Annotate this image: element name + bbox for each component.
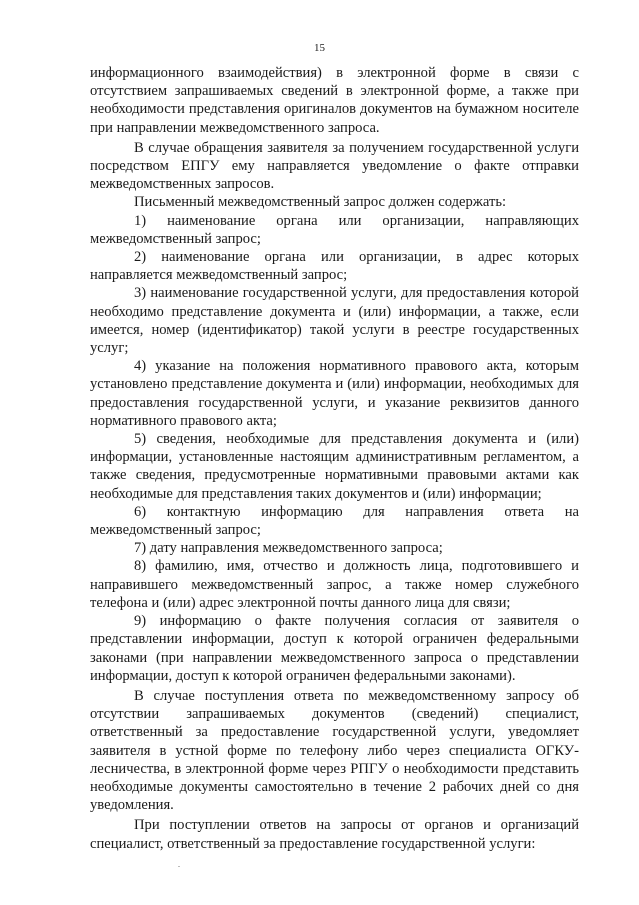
paragraph-responses-received: При поступлении ответов на запросы от органов и организаций специалист, ответственный за предоставление государственной услуги: xyxy=(90,817,579,852)
list-item-8: 8) фамилию, имя, отчество и должность лица, подготовившего и направившего межведомственный запрос, а также номер служебного телефона и (или) адрес электронной почты данного лица для связи; xyxy=(90,558,579,611)
paragraph-epgu-notification: В случае обращения заявителя за получением государственной услуги посредством ЕПГУ ему направляется уведомление о факте отправки межведомственных запросов. xyxy=(90,139,579,193)
list-item-5: 5) сведения, необходимые для представления документа и (или) информации, установленные настоящим административным регламентом, а также сведения, предусмотренные нормативными правовыми актами как необходимые для представления таких документов и (или) информации; xyxy=(90,431,579,502)
paragraph-continuation: информационного взаимодействия) в электронной форме в связи с отсутствием запрашиваемых сведений в электронной форме, а также при необходимости представления оригиналов документов на бумажном носителе при направлении межведомственного запроса. xyxy=(90,65,579,136)
list-item-6: 6) контактную информацию для направления ответа на межведомственный запрос; xyxy=(90,503,579,539)
list-item-3: 3) наименование государственной услуги, для предоставления которой необходимо представление документа и (или) информации, а также, если имеется, номер (идентификатор) такой услуги в реестре государственных услуг; xyxy=(90,285,579,357)
document-body xyxy=(90,64,579,853)
paragraph-negative-response: В случае поступления ответа по межведомственному запросу об отсутствии запрашиваемых документов (сведений) специалист, ответственный за предоставление государственной услуги, уведомляет заявителя в устной форме по телефону либо через специалиста ОГКУ-лесничества, в электронной форме через РПГУ о необходимости представить необходимые документы самостоятельно в течение 2 рабочих дней со дня уведомления. xyxy=(90,687,579,814)
list-item-1: 1) наименование органа или организации, направляющих межведомственный запрос; xyxy=(90,212,579,247)
list-item-7: 7) дату направления межведомственного запроса; xyxy=(134,540,443,557)
paragraph-request-contents-intro: Письменный межведомственный запрос должен содержать: xyxy=(134,194,507,211)
list-item-2: 2) наименование органа или организации, в адрес которых направляется межведомственный запрос; xyxy=(90,249,579,284)
list-item-4: 4) указание на положения нормативного правового акта, которым установлено представление документа и (или) информации, необходимых для предоставления государственной услуги, и указание реквизитов данного нормативного правового акта; xyxy=(90,358,579,429)
page-number: 15 xyxy=(314,42,325,54)
scan-speck xyxy=(178,866,180,867)
list-item-9: 9) информацию о факте получения согласия от заявителя о представлении информации, доступ к которой ограничен федеральными законами (при направлении межведомственного запроса о представлении информации, доступ к которой ограничен федеральными законами). xyxy=(90,613,579,684)
